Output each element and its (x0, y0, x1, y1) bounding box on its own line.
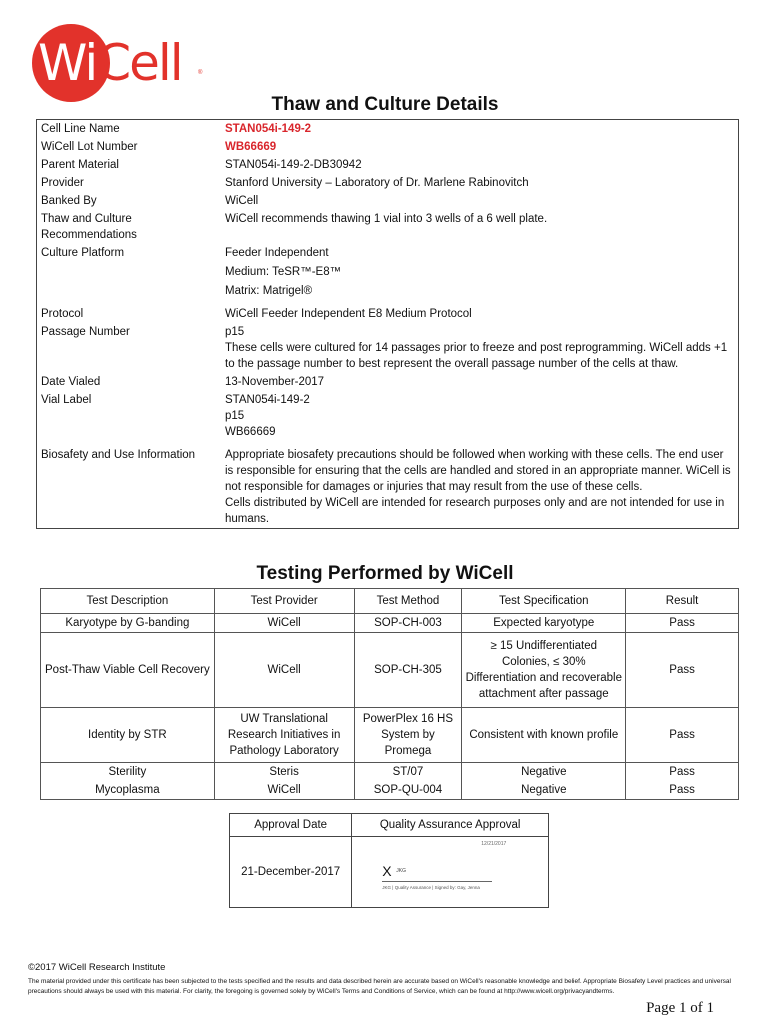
wicell-logo (32, 24, 203, 104)
testing-header: Test Specification (462, 589, 626, 614)
testing-cell: ST/07 (354, 763, 462, 782)
details-label: Parent Material (41, 159, 119, 171)
details-value: WiCell recommends thawing 1 vial into 3 wells of a 6 well plate. (225, 213, 548, 225)
details-value: Stanford University – Laboratory of Dr. Marlene Rabinovitch (225, 177, 529, 189)
testing-cell: Negative (462, 763, 626, 782)
testing-cell: Pass (626, 781, 739, 800)
details-value-line: Feeder Independent (225, 247, 329, 259)
details-row (37, 210, 739, 244)
details-value: STAN054i-149-2 (225, 123, 312, 135)
details-value-line: Cells distributed by WiCell are intended for research purposes only and are not intended for use in humans. (225, 497, 725, 525)
details-value-line: Appropriate biosafety precautions should be followed when working with these cells. The end user is responsible for ensuring that the cells are handled and stored in an appropriate manner. WiCell is not responsible for damages or injuries that may result from the use of these cells. (225, 449, 731, 493)
logo-wordmark (38, 34, 182, 92)
copyright: ©2017 WiCell Research Institute (28, 962, 166, 973)
signature-caption: JKG | Quality Assurance | Signed by: Gay, Jenna (382, 885, 480, 890)
signature-box (352, 837, 549, 908)
signature-line (382, 881, 492, 882)
details-value: WiCell Feeder Independent E8 Medium Protocol (225, 308, 472, 320)
testing-cell: Steris (214, 763, 354, 782)
testing-cell: Negative (462, 781, 626, 800)
details-value (221, 446, 739, 529)
testing-cell: SOP-CH-305 (354, 633, 462, 708)
details-value-line: Medium: TeSR™-E8™ (225, 266, 342, 278)
footer (28, 962, 740, 997)
testing-cell: Sterility (41, 763, 215, 782)
testing-header: Test Description (41, 589, 215, 614)
testing-cell: Pass (626, 763, 739, 782)
details-value-line: p15 (225, 410, 245, 422)
details-label: Biosafety and Use Information (41, 449, 196, 461)
details-label: Date Vialed (41, 376, 101, 388)
details-row (37, 391, 739, 446)
details-row (37, 174, 739, 192)
details-value: WB66669 (225, 141, 277, 153)
details-row (37, 323, 739, 373)
testing-cell: WiCell (214, 633, 354, 708)
details-row (37, 138, 739, 156)
details-row (37, 446, 739, 529)
testing-row (41, 781, 739, 800)
details-value (221, 323, 739, 373)
testing-cell: Pass (626, 633, 739, 708)
details-value: WiCell (225, 195, 259, 207)
testing-table (40, 588, 739, 800)
details-row (37, 120, 739, 139)
details-value (221, 244, 739, 305)
details-label: Vial Label (41, 394, 92, 406)
testing-cell: WiCell (214, 781, 354, 800)
approval-date-header: Approval Date (230, 814, 352, 837)
testing-cell: Consistent with known profile (462, 708, 626, 763)
approval-table (229, 813, 549, 908)
logo-registered-mark: ® (198, 70, 203, 76)
details-row (37, 373, 739, 391)
details-label: Culture Platform (41, 247, 125, 259)
details-label: WiCell Lot Number (41, 141, 138, 153)
details-value: STAN054i-149-2-DB30942 (225, 159, 362, 171)
details-value (221, 391, 739, 446)
signature-initials: JKG (396, 868, 407, 874)
details-label: Cell Line Name (41, 123, 120, 135)
testing-cell: Pass (626, 614, 739, 633)
details-value-line: Matrix: Matrigel® (225, 285, 313, 297)
testing-header: Test Method (354, 589, 462, 614)
details-row (37, 156, 739, 174)
details-row (37, 305, 739, 323)
testing-cell: WiCell (214, 614, 354, 633)
testing-cell: Pass (626, 708, 739, 763)
testing-cell: Post-Thaw Viable Cell Recovery (41, 633, 215, 708)
testing-row (41, 614, 739, 633)
testing-cell: SOP-CH-003 (354, 614, 462, 633)
details-row (37, 244, 739, 305)
testing-cell: UW Translational Research Initiatives in Pathology Laboratory (214, 708, 354, 763)
signature-date: 12/21/2017 (481, 841, 507, 847)
testing-row (41, 633, 739, 708)
page-title: Thaw and Culture Details (271, 94, 499, 115)
testing-header: Test Provider (214, 589, 354, 614)
details-value-line: STAN054i-149-2 (225, 394, 310, 406)
approval-date: 21-December-2017 (230, 837, 352, 908)
qa-approval-header: Quality Assurance Approval (352, 814, 549, 837)
testing-cell: Identity by STR (41, 708, 215, 763)
details-label: Provider (41, 177, 84, 189)
testing-cell: SOP-QU-004 (354, 781, 462, 800)
testing-row (41, 763, 739, 782)
details-label: Banked By (41, 195, 97, 207)
disclaimer: The material provided under this certificate has been subjected to the tests specified and the results and data described herein are accurate based on WiCell's reasonable knowledge and belief. Appropriate Biosafety Level practices and universal precautions should always be used with this material. For clarity, the foregoing is governed solely by WiCell's Terms and Conditions of Service, which can be found at http://www.wicell.org/privacyandterms. (28, 978, 731, 995)
testing-cell: Mycoplasma (41, 781, 215, 800)
signature-mark: X (382, 863, 392, 879)
testing-cell: PowerPlex 16 HS System by Promega (354, 708, 462, 763)
testing-cell: Expected karyotype (462, 614, 626, 633)
page-number: Page 1 of 1 (646, 1000, 714, 1016)
details-table (36, 119, 739, 529)
details-value: 13-November-2017 (225, 376, 325, 388)
details-value-line: These cells were cultured for 14 passages prior to freeze and post reprogramming. WiCell adds +1 to the passage number to best represent the overall passage number of the cells at thaw. (225, 342, 728, 370)
details-row (37, 192, 739, 210)
testing-title: Testing Performed by WiCell (256, 563, 514, 584)
details-label: Thaw and Culture Recommendations (41, 213, 137, 241)
testing-row (41, 708, 739, 763)
logo-part-wi: Wi (38, 34, 97, 92)
details-label: Protocol (41, 308, 84, 320)
details-value-line: p15 (225, 326, 245, 338)
details-label: Passage Number (41, 326, 130, 338)
testing-cell: Karyotype by G-banding (41, 614, 215, 633)
details-value-line: WB66669 (225, 426, 276, 438)
testing-cell: ≥ 15 Undifferentiated Colonies, ≤ 30% Differentiation and recoverable attachment after passage (462, 633, 626, 708)
testing-header: Result (626, 589, 739, 614)
logo-part-cell: Cell (96, 34, 182, 92)
